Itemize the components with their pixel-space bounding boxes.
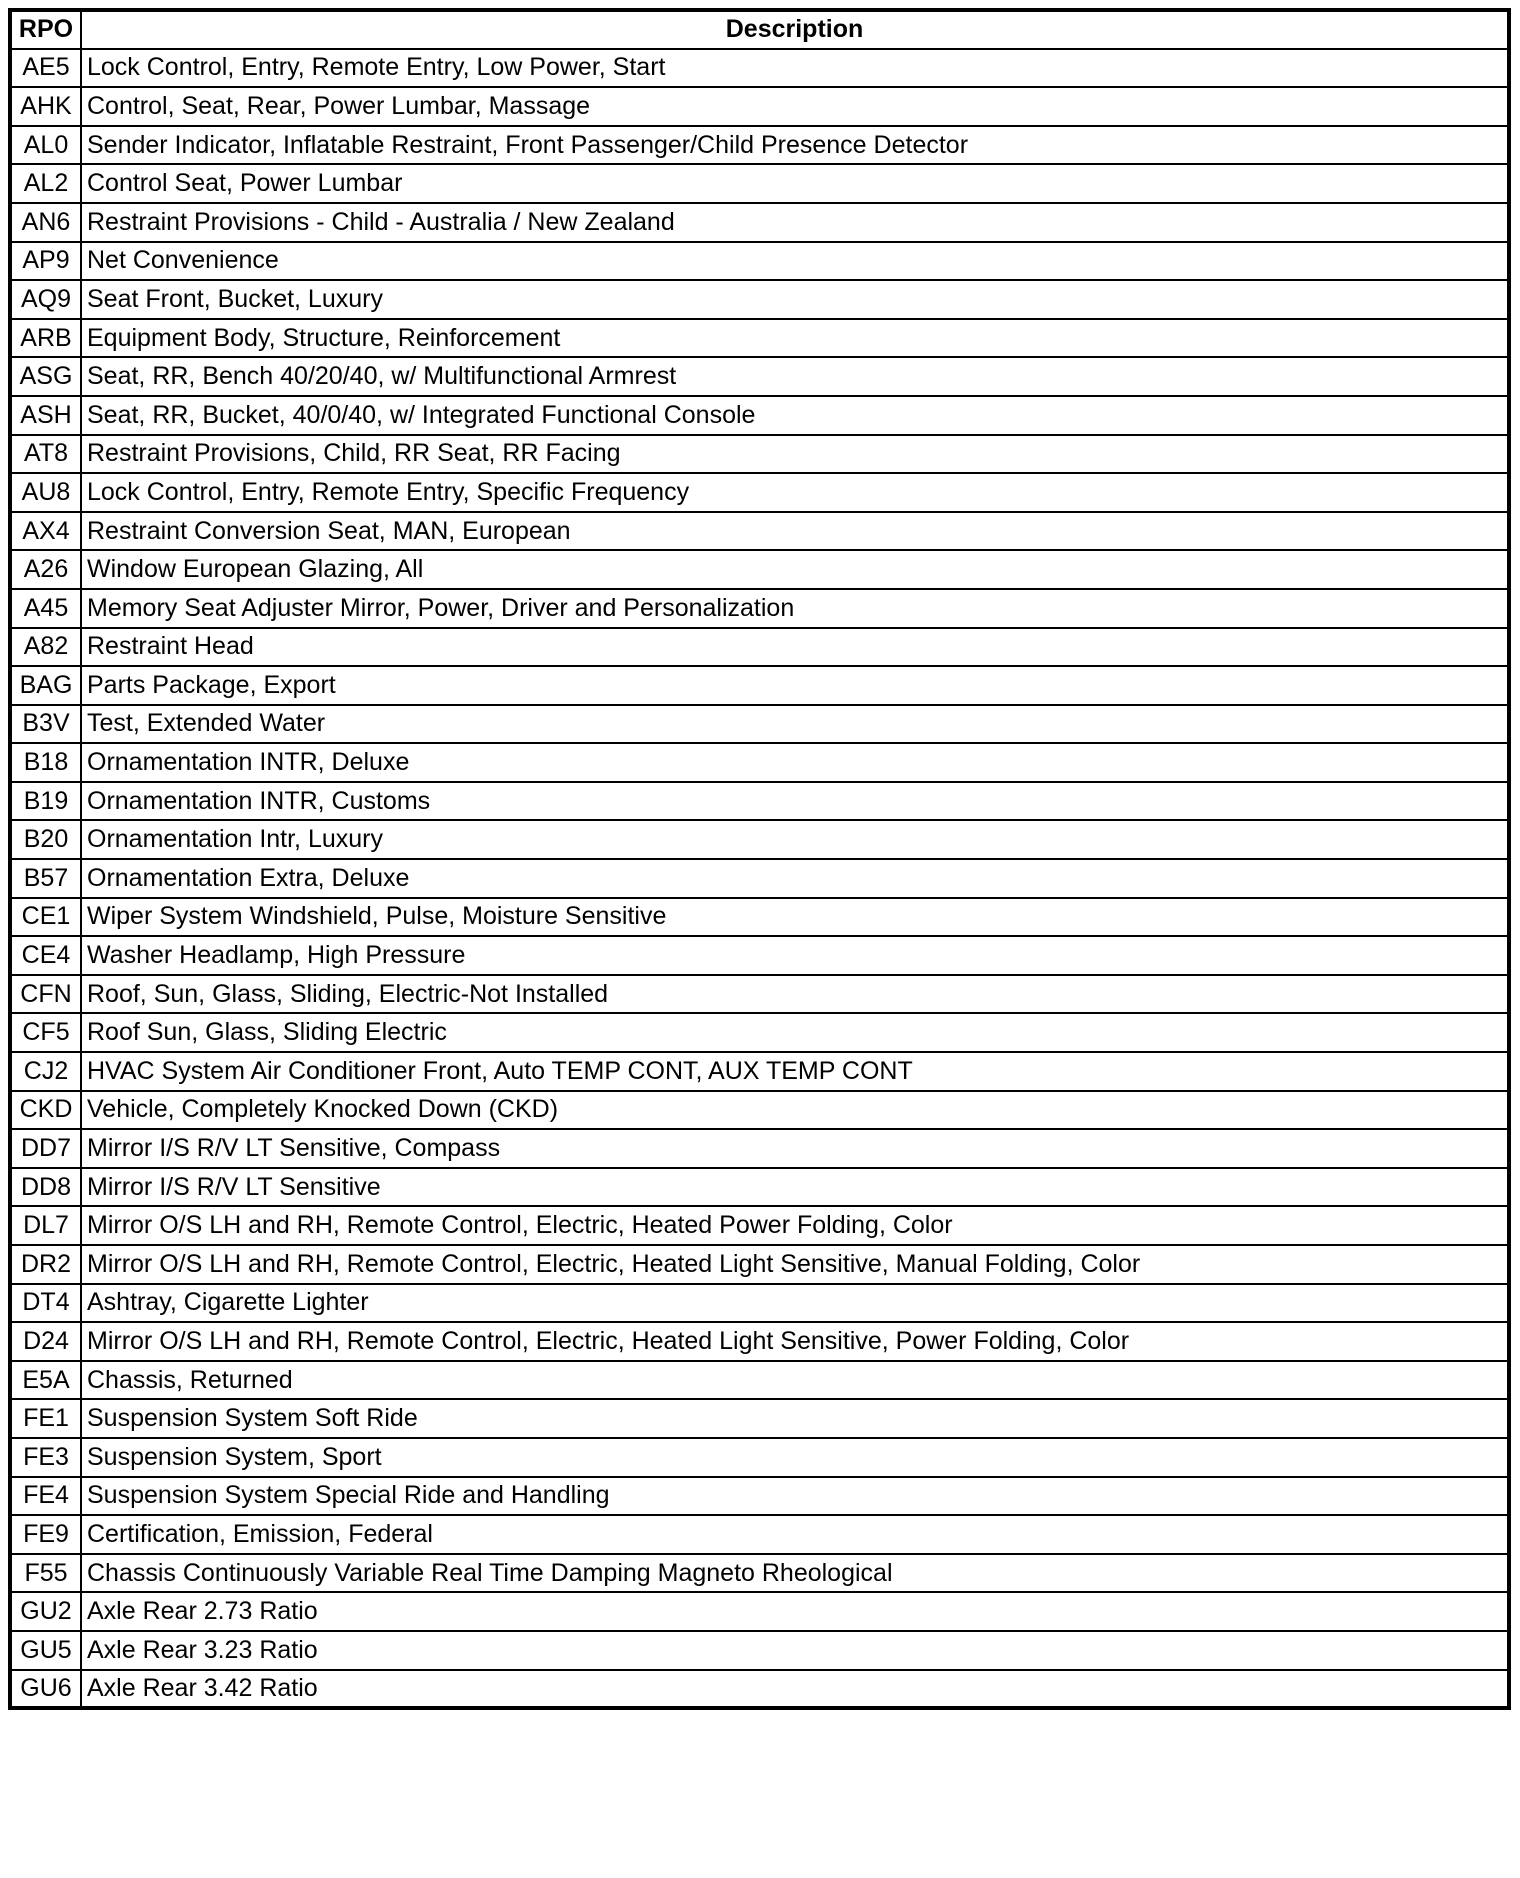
description-cell: Axle Rear 3.42 Ratio — [81, 1670, 1509, 1709]
table-row — [10, 1592, 1509, 1631]
rpo-code-cell: GU5 — [10, 1631, 81, 1670]
table-row — [10, 126, 1509, 165]
description-cell: Seat, RR, Bucket, 40/0/40, w/ Integrated Functional Console — [81, 396, 1509, 435]
header-rpo: RPO — [10, 10, 81, 49]
table-row — [10, 975, 1509, 1014]
description-cell: Seat Front, Bucket, Luxury — [81, 280, 1509, 319]
table-row — [10, 1361, 1509, 1400]
table-row — [10, 1631, 1509, 1670]
description-cell: Net Convenience — [81, 242, 1509, 281]
rpo-code-cell: ASG — [10, 357, 81, 396]
description-cell: Mirror I/S R/V LT Sensitive, Compass — [81, 1129, 1509, 1168]
table-row — [10, 550, 1509, 589]
table-row — [10, 589, 1509, 628]
rpo-code-cell: A82 — [10, 628, 81, 667]
description-cell: Chassis Continuously Variable Real Time Damping Magneto Rheological — [81, 1554, 1509, 1593]
rpo-code-cell: AX4 — [10, 512, 81, 551]
rpo-code-cell: CFN — [10, 975, 81, 1014]
rpo-code-cell: AHK — [10, 87, 81, 126]
table-row — [10, 473, 1509, 512]
description-cell: Chassis, Returned — [81, 1361, 1509, 1400]
rpo-code-cell: ARB — [10, 319, 81, 358]
description-cell: Mirror O/S LH and RH, Remote Control, Electric, Heated Light Sensitive, Manual Folding, Color — [81, 1245, 1509, 1284]
rpo-code-cell: AL2 — [10, 164, 81, 203]
description-cell: Test, Extended Water — [81, 705, 1509, 744]
header-row — [10, 10, 1509, 49]
rpo-code-cell: AU8 — [10, 473, 81, 512]
description-cell: Memory Seat Adjuster Mirror, Power, Driver and Personalization — [81, 589, 1509, 628]
description-cell: Mirror O/S LH and RH, Remote Control, Electric, Heated Light Sensitive, Power Folding, Color — [81, 1322, 1509, 1361]
description-cell: Wiper System Windshield, Pulse, Moisture Sensitive — [81, 898, 1509, 937]
table-row — [10, 936, 1509, 975]
description-cell: Axle Rear 3.23 Ratio — [81, 1631, 1509, 1670]
table-row — [10, 1670, 1509, 1709]
rpo-code-cell: AN6 — [10, 203, 81, 242]
table-row — [10, 705, 1509, 744]
table-row — [10, 1554, 1509, 1593]
rpo-code-cell: BAG — [10, 666, 81, 705]
table-row — [10, 49, 1509, 88]
table-row — [10, 820, 1509, 859]
rpo-code-cell: CF5 — [10, 1013, 81, 1052]
table-row — [10, 203, 1509, 242]
rpo-code-cell: B57 — [10, 859, 81, 898]
rpo-code-cell: CE4 — [10, 936, 81, 975]
description-cell: Roof, Sun, Glass, Sliding, Electric-Not Installed — [81, 975, 1509, 1014]
rpo-table — [8, 8, 1511, 1710]
rpo-code-cell: E5A — [10, 1361, 81, 1400]
rpo-code-cell: DT4 — [10, 1284, 81, 1323]
table-row — [10, 1168, 1509, 1207]
rpo-code-cell: B18 — [10, 743, 81, 782]
description-cell: Mirror I/S R/V LT Sensitive — [81, 1168, 1509, 1207]
rpo-code-cell: DD8 — [10, 1168, 81, 1207]
description-cell: Window European Glazing, All — [81, 550, 1509, 589]
table-row — [10, 1477, 1509, 1516]
table-row — [10, 1284, 1509, 1323]
rpo-code-cell: B3V — [10, 705, 81, 744]
table-row — [10, 1091, 1509, 1130]
rpo-code-cell: D24 — [10, 1322, 81, 1361]
description-cell: Restraint Conversion Seat, MAN, European — [81, 512, 1509, 551]
description-cell: Lock Control, Entry, Remote Entry, Specific Frequency — [81, 473, 1509, 512]
rpo-code-cell: FE4 — [10, 1477, 81, 1516]
table-row — [10, 1399, 1509, 1438]
description-cell: Vehicle, Completely Knocked Down (CKD) — [81, 1091, 1509, 1130]
table-row — [10, 435, 1509, 474]
rpo-code-cell: AE5 — [10, 49, 81, 88]
table-row — [10, 164, 1509, 203]
description-cell: Lock Control, Entry, Remote Entry, Low Power, Start — [81, 49, 1509, 88]
description-cell: Mirror O/S LH and RH, Remote Control, Electric, Heated Power Folding, Color — [81, 1206, 1509, 1245]
description-cell: Sender Indicator, Inflatable Restraint, Front Passenger/Child Presence Detector — [81, 126, 1509, 165]
table-row — [10, 280, 1509, 319]
description-cell: Seat, RR, Bench 40/20/40, w/ Multifunctional Armrest — [81, 357, 1509, 396]
description-cell: Washer Headlamp, High Pressure — [81, 936, 1509, 975]
table-row — [10, 1322, 1509, 1361]
rpo-code-cell: B20 — [10, 820, 81, 859]
table-row — [10, 1438, 1509, 1477]
rpo-code-cell: AP9 — [10, 242, 81, 281]
rpo-code-cell: A45 — [10, 589, 81, 628]
table-row — [10, 87, 1509, 126]
table-row — [10, 242, 1509, 281]
description-cell: Suspension System Soft Ride — [81, 1399, 1509, 1438]
rpo-code-cell: AL0 — [10, 126, 81, 165]
description-cell: Roof Sun, Glass, Sliding Electric — [81, 1013, 1509, 1052]
description-cell: Suspension System Special Ride and Handling — [81, 1477, 1509, 1516]
rpo-code-cell: DL7 — [10, 1206, 81, 1245]
description-cell: Parts Package, Export — [81, 666, 1509, 705]
table-row — [10, 859, 1509, 898]
rpo-code-cell: FE3 — [10, 1438, 81, 1477]
description-cell: Ashtray, Cigarette Lighter — [81, 1284, 1509, 1323]
table-row — [10, 1013, 1509, 1052]
rpo-code-cell: CE1 — [10, 898, 81, 937]
header-description: Description — [81, 10, 1509, 49]
description-cell: Control Seat, Power Lumbar — [81, 164, 1509, 203]
rpo-code-cell: CKD — [10, 1091, 81, 1130]
table-row — [10, 396, 1509, 435]
description-cell: Ornamentation Extra, Deluxe — [81, 859, 1509, 898]
rpo-code-cell: DD7 — [10, 1129, 81, 1168]
description-cell: Axle Rear 2.73 Ratio — [81, 1592, 1509, 1631]
table-row — [10, 743, 1509, 782]
description-cell: Restraint Provisions, Child, RR Seat, RR Facing — [81, 435, 1509, 474]
rpo-code-cell: AT8 — [10, 435, 81, 474]
rpo-code-cell: GU2 — [10, 1592, 81, 1631]
description-cell: Equipment Body, Structure, Reinforcement — [81, 319, 1509, 358]
description-cell: Certification, Emission, Federal — [81, 1515, 1509, 1554]
description-cell: Ornamentation INTR, Deluxe — [81, 743, 1509, 782]
table-row — [10, 1245, 1509, 1284]
rpo-code-cell: B19 — [10, 782, 81, 821]
rpo-code-cell: FE1 — [10, 1399, 81, 1438]
rpo-code-cell: FE9 — [10, 1515, 81, 1554]
table-row — [10, 512, 1509, 551]
rpo-code-cell: F55 — [10, 1554, 81, 1593]
rpo-code-cell: AQ9 — [10, 280, 81, 319]
description-cell: Ornamentation INTR, Customs — [81, 782, 1509, 821]
description-cell: Restraint Head — [81, 628, 1509, 667]
rpo-code-cell: DR2 — [10, 1245, 81, 1284]
rpo-code-cell: ASH — [10, 396, 81, 435]
table-row — [10, 1515, 1509, 1554]
description-cell: Ornamentation Intr, Luxury — [81, 820, 1509, 859]
table-row — [10, 628, 1509, 667]
table-row — [10, 1206, 1509, 1245]
table-row — [10, 666, 1509, 705]
description-cell: Restraint Provisions - Child - Australia / New Zealand — [81, 203, 1509, 242]
table-body — [10, 49, 1509, 1709]
table-row — [10, 1129, 1509, 1168]
table-row — [10, 782, 1509, 821]
table-row — [10, 1052, 1509, 1091]
description-cell: Suspension System, Sport — [81, 1438, 1509, 1477]
rpo-code-cell: A26 — [10, 550, 81, 589]
table-row — [10, 898, 1509, 937]
rpo-code-cell: CJ2 — [10, 1052, 81, 1091]
table-row — [10, 357, 1509, 396]
table-row — [10, 319, 1509, 358]
rpo-code-cell: GU6 — [10, 1670, 81, 1709]
description-cell: HVAC System Air Conditioner Front, Auto TEMP CONT, AUX TEMP CONT — [81, 1052, 1509, 1091]
description-cell: Control, Seat, Rear, Power Lumbar, Massage — [81, 87, 1509, 126]
